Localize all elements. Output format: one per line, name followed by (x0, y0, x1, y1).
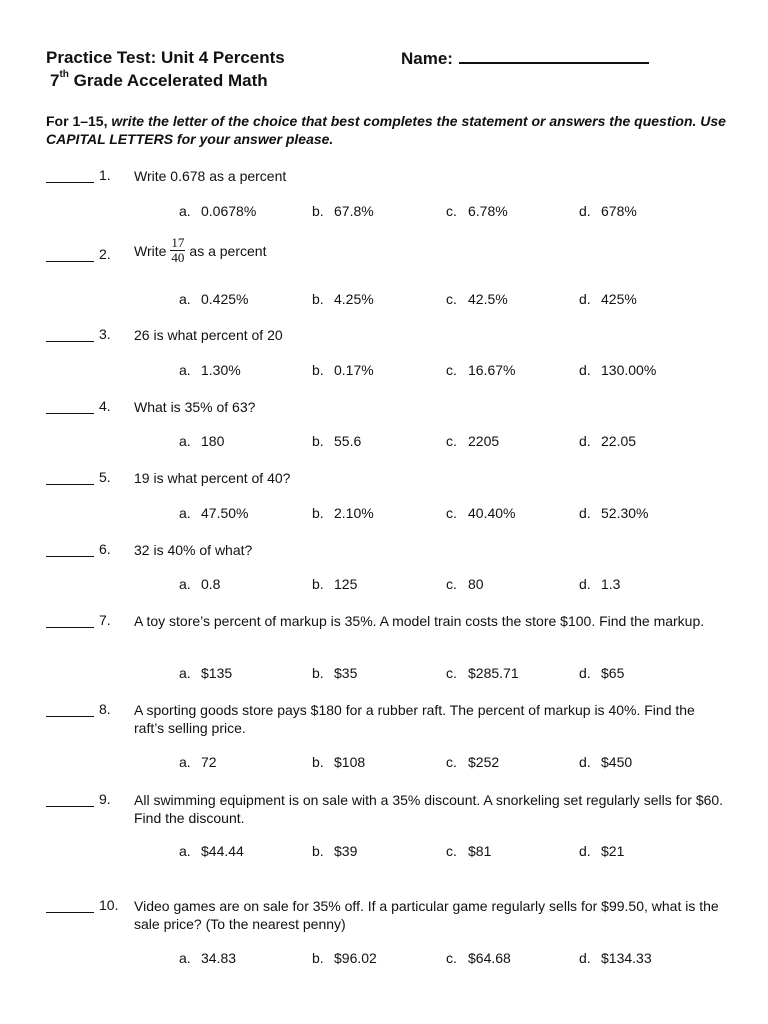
choice-b: b. 67.8% (312, 203, 374, 219)
choice-a: a. 180 (179, 433, 225, 449)
choice-c: c. $81 (446, 843, 492, 859)
question-8 (0, 700, 768, 790)
question-number: 4. (99, 398, 111, 414)
question-text: A sporting goods store pays $180 for a rubber raft. The percent of markup is 40%. Find the raft’s selling price. (134, 702, 695, 736)
choice-d: d. 1.3 (579, 576, 621, 592)
choice-a: a. 0.0678% (179, 203, 257, 219)
choice-a: a. 1.30% (179, 362, 241, 378)
choice-b: b. 0.17% (312, 362, 374, 378)
grade-number: 7 (50, 71, 60, 90)
question-number: 2. (99, 246, 111, 262)
choice-d: d. 678% (579, 203, 637, 219)
choice-b: b. 125 (312, 576, 358, 592)
question-text: Video games are on sale for 35% off. If a particular game regularly sells for $99.50, what is the sale price? (To the nearest penny) (134, 898, 719, 932)
question-text: What is 35% of 63? (134, 399, 256, 415)
question-9 (0, 790, 768, 880)
choice-c: c. 42.5% (446, 291, 508, 307)
instructions (46, 112, 726, 148)
choice-b: b. 55.6 (312, 433, 362, 449)
question-text: 32 is 40% of what? (134, 542, 253, 558)
choice-d: d. $21 (579, 843, 625, 859)
answer-blank[interactable] (46, 556, 94, 557)
grade-suffix: th (59, 69, 69, 80)
choice-b: b. $39 (312, 843, 358, 859)
question-text: All swimming equipment is on sale with a 35% discount. A snorkeling set regularly sells for $60. Find the discount. (134, 792, 724, 826)
question-number: 10. (99, 897, 119, 913)
choice-a: a. 0.8 (179, 576, 221, 592)
choice-c: c. 16.67% (446, 362, 516, 378)
choice-b: b. 4.25% (312, 291, 374, 307)
choice-a: a. 0.425% (179, 291, 249, 307)
fraction: $\frac{17}{40}$ (171, 235, 185, 265)
answer-blank[interactable] (46, 912, 94, 913)
question-number: 5. (99, 469, 111, 485)
name-field (401, 48, 649, 69)
question-text: A toy store’s percent of markup is 35%. A model train costs the store $100. Find the markup. (134, 613, 705, 629)
choice-c: c. 40.40% (446, 505, 516, 521)
choice-b: b. $35 (312, 665, 358, 681)
answer-blank[interactable] (46, 261, 94, 262)
question-number: 7. (99, 612, 111, 628)
choice-c: c. $252 (446, 754, 500, 770)
choice-c: c. $64.68 (446, 950, 511, 966)
question-number: 9. (99, 791, 111, 807)
choice-c: c. 2205 (446, 433, 500, 449)
choice-a: a. 34.83 (179, 950, 237, 966)
course-subtitle (50, 71, 268, 91)
answer-blank[interactable] (46, 413, 94, 414)
choice-a: a. $44.44 (179, 843, 244, 859)
course-name: Grade Accelerated Math (68, 71, 268, 90)
choice-b: b. 2.10% (312, 505, 374, 521)
choice-a: a. 47.50% (179, 505, 249, 521)
choice-d: d. 130.00% (579, 362, 657, 378)
answer-blank[interactable] (46, 627, 94, 628)
choice-a: a. $135 (179, 665, 233, 681)
choice-d: d. 425% (579, 291, 637, 307)
answer-blank[interactable] (46, 484, 94, 485)
choice-d: d. $450 (579, 754, 633, 770)
question-text: Write 0.678 as a percent (134, 168, 287, 184)
question-text: 26 is what percent of 20 (134, 327, 283, 343)
question-text: 19 is what percent of 40? (134, 470, 291, 486)
question-7 (0, 611, 768, 701)
choice-d: d. $65 (579, 665, 625, 681)
answer-blank[interactable] (46, 182, 94, 183)
answer-blank[interactable] (46, 716, 94, 717)
question-number: 1. (99, 167, 111, 183)
instructions-text: write the letter of the choice that best completes the statement or answers the question. Use CAPITAL LETTERS for your answer please. (46, 113, 726, 147)
question-10 (0, 896, 768, 986)
choice-d: d. 52.30% (579, 505, 649, 521)
choice-c: c. 6.78% (446, 203, 508, 219)
choice-c: c. 80 (446, 576, 484, 592)
answer-blank[interactable] (46, 341, 94, 342)
choice-d: d. 22.05 (579, 433, 637, 449)
instructions-lead: For 1–15, (46, 113, 108, 129)
question-number: 8. (99, 701, 111, 717)
choice-c: c. $285.71 (446, 665, 519, 681)
answer-blank[interactable] (46, 806, 94, 807)
name-label: Name: (401, 49, 453, 68)
choice-a: a. 72 (179, 754, 217, 770)
test-title: Practice Test: Unit 4 Percents (46, 48, 285, 67)
question-2 (0, 235, 768, 328)
name-blank-line[interactable] (459, 48, 649, 64)
question-number: 3. (99, 326, 111, 342)
question-text: Write $\frac{17}{40}$ as a percent (134, 235, 267, 265)
choice-b: b. $108 (312, 754, 366, 770)
choice-b: b. $96.02 (312, 950, 377, 966)
choice-d: d. $134.33 (579, 950, 652, 966)
question-number: 6. (99, 541, 111, 557)
